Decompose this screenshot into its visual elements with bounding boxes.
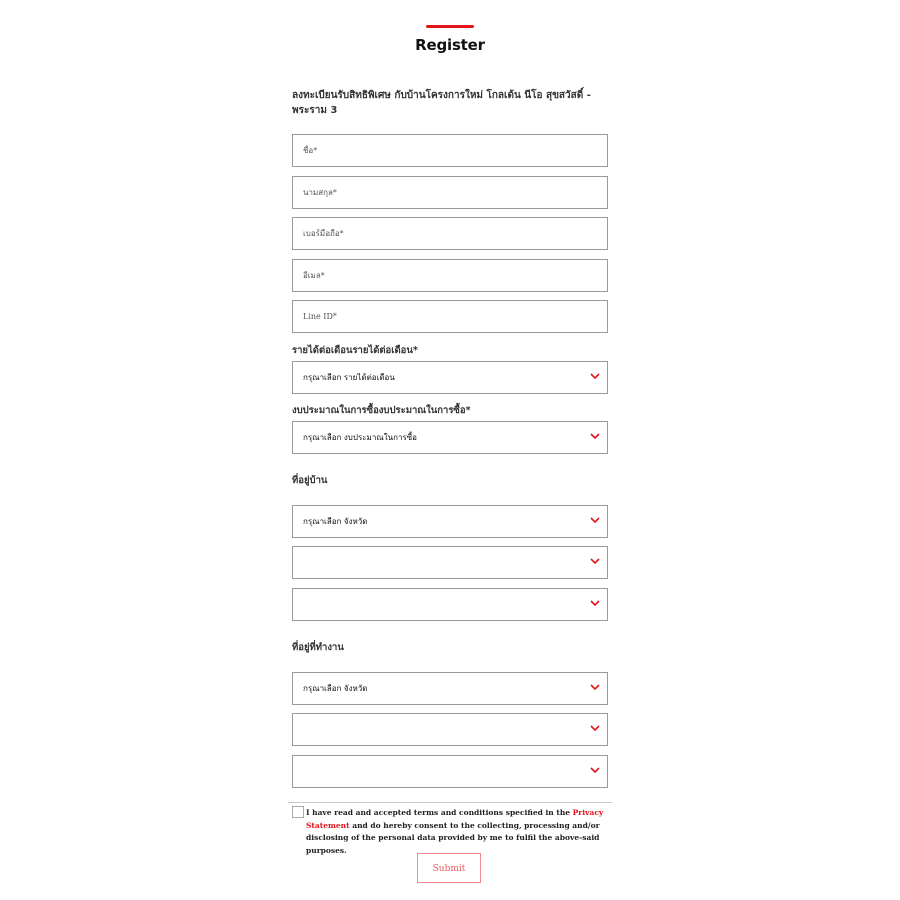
income-select-value: กรุณาเลือก รายได้ต่อเดือน (303, 373, 395, 382)
chevron-down-icon (589, 765, 601, 775)
chevron-down-icon (589, 431, 601, 441)
chevron-down-icon (589, 598, 601, 608)
home-province-select[interactable] (292, 505, 608, 538)
budget-select[interactable] (292, 421, 608, 454)
budget-select-value: กรุณาเลือก งบประมาณในการซื้อ (303, 433, 417, 442)
chevron-down-icon (589, 515, 601, 525)
work-district-select[interactable] (292, 713, 608, 746)
home-province-value: กรุณาเลือก จังหวัด (303, 517, 368, 526)
consent-text (306, 807, 612, 857)
email-field-wrapper (292, 259, 608, 292)
chevron-down-icon (589, 556, 601, 566)
submit-button[interactable]: Submit (417, 853, 481, 883)
first-name-field-wrapper (292, 134, 608, 167)
consent-divider (288, 802, 612, 803)
home-address-label: ที่อยู่บ้าน (292, 475, 328, 486)
work-address-label: ที่อยู่ที่ทำงาน (292, 642, 344, 653)
consent-checkbox[interactable] (292, 806, 304, 818)
last-name-input[interactable] (293, 177, 593, 208)
form-intro-text: ลงทะเบียนรับสิทธิพิเศษ กับบ้านโครงการใหม่ โกลเด้น นีโอ สุขสวัสดิ์ - พระราม 3 (292, 90, 591, 116)
work-subdistrict-select[interactable] (292, 755, 608, 788)
work-province-value: กรุณาเลือก จังหวัด (303, 684, 368, 693)
phone-field-wrapper (292, 217, 608, 250)
chevron-down-icon (589, 371, 601, 381)
privacy-statement-link[interactable]: Privacy Statement (306, 808, 604, 830)
consent-text-before: I have read and accepted terms and conditions specified in the (306, 808, 573, 817)
consent-text-after: and do hereby consent to the collecting, processing and/or disclosing of the personal data provided by me to fulfil the above-said purposes. (306, 820, 600, 855)
phone-input[interactable] (293, 218, 593, 249)
chevron-down-icon (589, 723, 601, 733)
home-district-select[interactable] (292, 546, 608, 579)
page-title: Register (415, 36, 485, 54)
line-id-field-wrapper (292, 300, 608, 333)
income-select[interactable] (292, 361, 608, 394)
email-input[interactable] (293, 260, 593, 291)
chevron-down-icon (589, 682, 601, 692)
title-accent-bar (426, 25, 474, 28)
home-subdistrict-select[interactable] (292, 588, 608, 621)
line-id-input[interactable] (293, 301, 593, 332)
last-name-field-wrapper (292, 176, 608, 209)
work-province-select[interactable] (292, 672, 608, 705)
budget-label: งบประมาณในการซื้องบประมาณในการซื้อ* (292, 405, 471, 416)
income-label: รายได้ต่อเดือนรายได้ต่อเดือน* (292, 345, 418, 356)
first-name-input[interactable] (293, 135, 593, 166)
